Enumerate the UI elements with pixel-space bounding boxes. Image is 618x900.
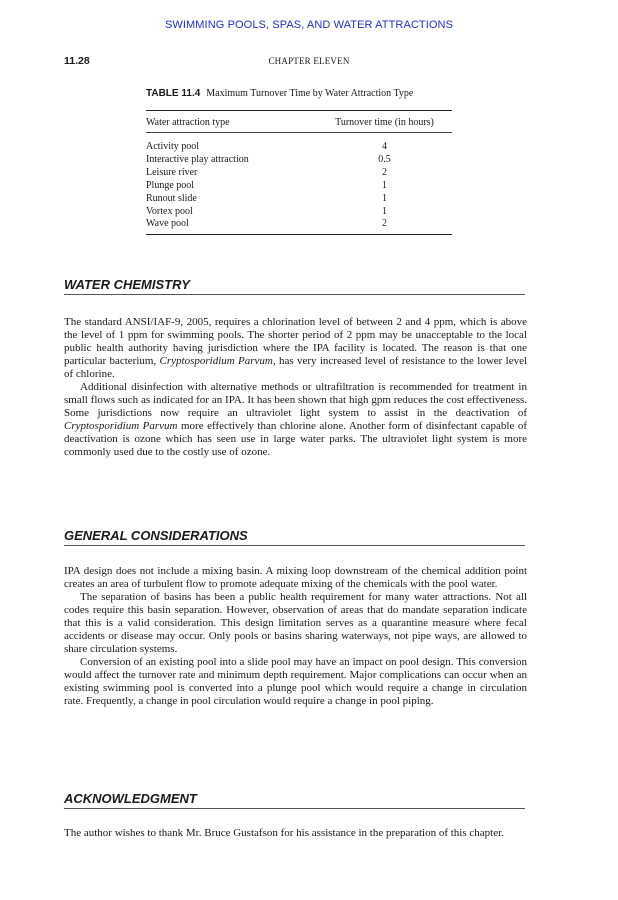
cell-type: Wave pool (146, 218, 317, 234)
table-row (146, 180, 452, 193)
table-row (146, 193, 452, 206)
paragraph: The standard ANSI/IAF-9, 2005, requires a chlorination level of between 2 and 4 ppm, which is above the level of 1 ppm for swimming pools. The shorter period of 2 ppm may be unacceptable to the local public health authority having jurisdiction where the IPA facility is located. The reason is that one particular bacterium, Cryptosporidium Parvum, has very increased level of resistance to the lower level of chlorine. (64, 316, 528, 380)
heading-water-chemistry: WATER CHEMISTRY (64, 277, 525, 295)
acknowledgment-body (64, 827, 527, 840)
paragraph: Conversion of an existing pool into a slide pool may have an impact on pool design. This conversion would affect the turnover rate and minimum depth requirement. Major complications can occur when an existing swimming pool is converted into a plunge pool which would require a change in circulation rate. Frequently, a change in pool circulation would require a change in pool piping. (64, 656, 527, 707)
table-row (146, 133, 452, 154)
column-header-time: Turnover time (in hours) (317, 111, 452, 133)
heading-acknowledgment: ACKNOWLEDGMENT (64, 791, 525, 809)
cell-type: Plunge pool (146, 179, 195, 191)
cell-type: Leisure river (146, 166, 198, 178)
running-head: SWIMMING POOLS, SPAS, AND WATER ATTRACTIONS (164, 19, 454, 31)
paragraph: Additional disinfection with alternative methods or ultrafiltration is recommended for treatment in small flows such as indicated for an IPA. It has been shown that high gpm reduces the cost effectiveness. Some jurisdictions now require an ultraviolet light system to assist in the deactivation of Cryptosporidium Parvum more effectively than chlorine alone. Another form of disinfectant capable of deactivation is ozone which has seen use in large water parks. The ultraviolet light system is more commonly used due to the costly use of ozone. (64, 381, 527, 458)
cell-type: Vortex pool (146, 205, 193, 217)
table-caption (146, 88, 413, 99)
table-row (146, 167, 452, 180)
general-considerations-body (64, 565, 527, 708)
cell-time: 4 (382, 141, 387, 152)
cell-time: 1 (382, 205, 387, 217)
cell-type: Activity pool (146, 141, 200, 152)
cell-time: 1 (382, 179, 387, 191)
paragraph: The author wishes to thank Mr. Bruce Gustafson for his assistance in the preparation of this chapter. (64, 827, 504, 839)
table-row (146, 218, 452, 234)
cell-type: Interactive play attraction (146, 153, 249, 165)
paragraph: IPA design does not include a mixing basin. A mixing loop downstream of the chemical addition point creates an area of turbulent flow to promote adequate mixing of the chemicals with the pool water. (64, 565, 527, 590)
table-row (146, 154, 452, 167)
cell-time: 2 (317, 218, 452, 234)
water-chemistry-body (64, 316, 527, 459)
table-header-row (146, 111, 452, 133)
cell-time: 2 (382, 166, 387, 178)
cell-time: 0.5 (378, 153, 391, 165)
cell-time: 1 (382, 192, 387, 204)
paragraph: The separation of basins has been a public health requirement for many water attractions. Not all codes require this basin separation. However, observation of areas that do mandate separation indicate that this is a valid consideration. This design limitation serves as a quarantine measure where fecal accidents or disease may occur. Only pools or basins sharing waterways, not pipe ways, are allowed to share circulation systems. (64, 591, 527, 655)
turnover-time-table (146, 110, 452, 235)
heading-general-considerations: GENERAL CONSIDERATIONS (64, 528, 525, 546)
page-number: 11.28 (64, 55, 90, 67)
table-row (146, 206, 452, 219)
table-label: TABLE 11.4 (146, 88, 201, 99)
table-title: Maximum Turnover Time by Water Attraction Type (206, 88, 414, 99)
chapter-title: CHAPTER ELEVEN (268, 56, 350, 66)
organism-name: Cryptosporidium Parvum (64, 420, 178, 432)
organism-name: Cryptosporidium Parvum, (159, 355, 276, 367)
column-header-type: Water attraction type (146, 111, 317, 133)
cell-type: Runout slide (146, 192, 197, 204)
